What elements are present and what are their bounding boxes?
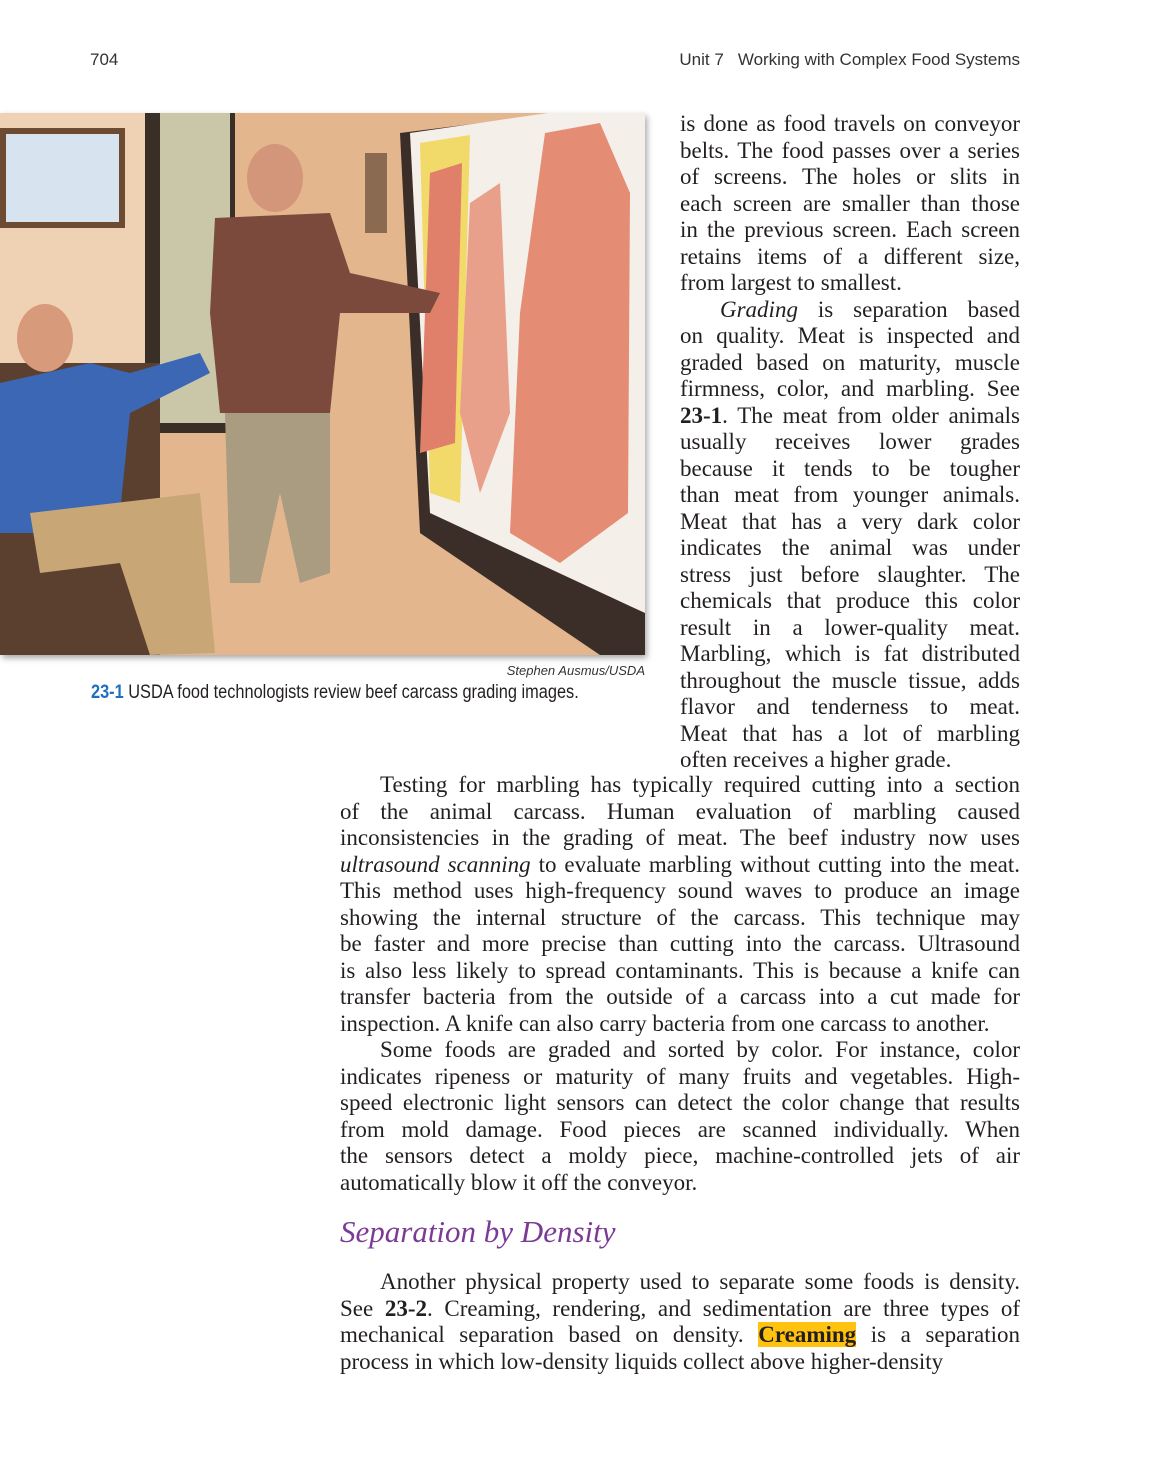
- text-segment: flavor and tenderness to meat.: [680, 694, 1020, 719]
- text-line: [680, 244, 1020, 271]
- text-line: [680, 323, 1020, 350]
- text-line: [680, 615, 1020, 642]
- text-segment: showing the internal structure of the carcass. This technique may: [340, 904, 1020, 930]
- page-number: 704: [90, 50, 119, 69]
- text-line: [340, 984, 1020, 1011]
- text-line: [680, 668, 1020, 695]
- text-line: [340, 1269, 1020, 1296]
- text-line: [340, 1170, 1020, 1197]
- text-segment: chemicals that produce this color: [680, 588, 1020, 613]
- text-segment: be faster and more precise than cutting into the carcass. Ultrasound: [340, 931, 1020, 956]
- text-line: [340, 1064, 1020, 1091]
- text-segment: . The meat from older animals: [722, 402, 1020, 428]
- text-line: [680, 376, 1020, 403]
- text-line: [340, 852, 1020, 879]
- text-segment: the sensors detect a moldy piece, machine-controlled jets of air: [340, 1143, 1020, 1168]
- text-segment: usually receives lower grades: [680, 429, 1020, 454]
- body-text-right-column: [680, 111, 1020, 774]
- text-segment: See: [340, 1295, 385, 1321]
- text-line: [680, 562, 1020, 589]
- text-segment: in the previous screen. Each screen: [680, 217, 1020, 242]
- text-line: [680, 641, 1020, 668]
- text-segment: often receives a higher grade.: [680, 747, 952, 772]
- text-line: [340, 772, 1020, 799]
- section-paragraph: [340, 1269, 1020, 1375]
- unit-title: Working with Complex Food Systems: [737, 50, 1020, 69]
- text-line: [680, 164, 1020, 191]
- text-segment: to evaluate marbling without cutting into the meat.: [530, 851, 1021, 877]
- text-line: [340, 1349, 1020, 1376]
- text-segment: of screens. The holes or slits in: [680, 164, 1020, 189]
- figure-reference: 23-1: [680, 402, 723, 428]
- text-segment: inconsistencies in the grading of meat. The beef industry now uses: [340, 825, 1020, 850]
- text-segment: . Creaming, rendering, and sedimentation are three types of: [427, 1295, 1020, 1321]
- text-segment: is done as food travels on conveyor: [680, 111, 1020, 136]
- text-line: [680, 429, 1020, 456]
- text-segment: Testing for marbling has typically required cutting into a section: [380, 772, 1020, 797]
- text-line: [340, 1037, 1020, 1064]
- text-line: [680, 721, 1020, 748]
- photo-illustration: [0, 113, 645, 655]
- text-segment: than meat from younger animals.: [680, 482, 1020, 507]
- figure-reference: 23-2: [384, 1295, 427, 1321]
- text-segment: Meat that has a lot of marbling: [680, 720, 1020, 746]
- text-line: [340, 1322, 1020, 1349]
- section-heading: Separation by Density: [340, 1214, 616, 1249]
- text-line: [340, 1143, 1020, 1170]
- text-segment: This method uses high-frequency sound waves to produce an image: [340, 878, 1020, 903]
- text-line: [680, 482, 1020, 509]
- text-segment: is also less likely to spread contaminants. This is because a knife can: [340, 957, 1020, 983]
- text-segment: on quality. Meat is inspected and: [680, 323, 1020, 348]
- figure-caption: [91, 682, 579, 704]
- text-line: [680, 747, 1020, 774]
- text-line: [340, 825, 1020, 852]
- text-segment: inspection. A knife can also carry bacteria from one carcass to another.: [340, 1010, 990, 1036]
- text-segment: firmness, color, and marbling. See: [680, 376, 1020, 401]
- text-segment: Meat that has a very dark color: [680, 508, 1020, 534]
- photo-credit: Stephen Ausmus/USDA: [506, 663, 645, 678]
- text-line: [340, 931, 1020, 958]
- text-line: [340, 1011, 1020, 1038]
- text-line: [680, 509, 1020, 536]
- highlighted-term: Creaming: [758, 1322, 857, 1347]
- text-line: [680, 403, 1020, 430]
- text-line: [680, 588, 1020, 615]
- text-line: [680, 297, 1020, 324]
- text-segment: transfer bacteria from the outside of a carcass into a cut made for: [340, 984, 1020, 1009]
- body-text-full-column: [340, 772, 1020, 1196]
- text-segment: mechanical separation based on density.: [340, 1322, 759, 1347]
- text-line: [340, 878, 1020, 905]
- text-line: [680, 217, 1020, 244]
- text-segment: is separation based: [797, 296, 1020, 322]
- text-line: [680, 138, 1020, 165]
- figure-number: 23-1: [91, 682, 124, 703]
- running-head: [679, 50, 1020, 70]
- text-segment: process in which low-density liquids collect above higher-density: [340, 1348, 944, 1374]
- text-segment: of the animal carcass. Human evaluation of marbling caused: [340, 798, 1020, 824]
- text-segment: speed electronic light sensors can detect the color change that results: [340, 1090, 1020, 1115]
- text-segment: each screen are smaller than those: [680, 190, 1020, 216]
- text-segment: indicates ripeness or maturity of many fruits and vegetables. High-: [340, 1063, 1020, 1089]
- italic-term: ultrasound scanning: [340, 851, 531, 877]
- text-segment: graded based on maturity, muscle: [680, 349, 1020, 375]
- text-line: [340, 799, 1020, 826]
- text-segment: indicates the animal was under: [680, 535, 1020, 560]
- text-segment: is a separation: [856, 1322, 1020, 1347]
- unit-label: Unit 7: [679, 50, 724, 69]
- text-segment: stress just before slaughter. The: [680, 561, 1020, 587]
- text-line: [680, 456, 1020, 483]
- text-segment: result in a lower-quality meat.: [680, 614, 1020, 640]
- text-line: [340, 1117, 1020, 1144]
- text-segment: throughout the muscle tissue, adds: [680, 667, 1020, 693]
- text-segment: Some foods are graded and sorted by color. For instance, color: [380, 1037, 1020, 1062]
- text-line: [680, 350, 1020, 377]
- text-line: [340, 1090, 1020, 1117]
- text-line: [340, 905, 1020, 932]
- figure-caption-text: USDA food technologists review beef carcass grading images.: [123, 682, 579, 703]
- text-segment: belts. The food passes over a series: [680, 137, 1020, 163]
- text-line: [680, 270, 1020, 297]
- text-line: [340, 1296, 1020, 1323]
- text-line: [680, 191, 1020, 218]
- text-segment: automatically blow it off the conveyor.: [340, 1169, 698, 1195]
- text-segment: Another physical property used to separate some foods is density.: [380, 1269, 1020, 1294]
- figure-photo: [0, 113, 645, 655]
- text-segment: from largest to smallest.: [680, 270, 902, 295]
- text-segment: from mold damage. Food pieces are scanned individually. When: [340, 1116, 1020, 1142]
- text-line: [680, 111, 1020, 138]
- text-segment: because it tends to be tougher: [680, 455, 1020, 481]
- text-line: [680, 535, 1020, 562]
- italic-term: Grading: [720, 296, 798, 322]
- text-line: [680, 694, 1020, 721]
- text-line: [340, 958, 1020, 985]
- text-segment: retains items of a different size,: [680, 243, 1020, 269]
- text-segment: Marbling, which is fat distributed: [680, 641, 1020, 666]
